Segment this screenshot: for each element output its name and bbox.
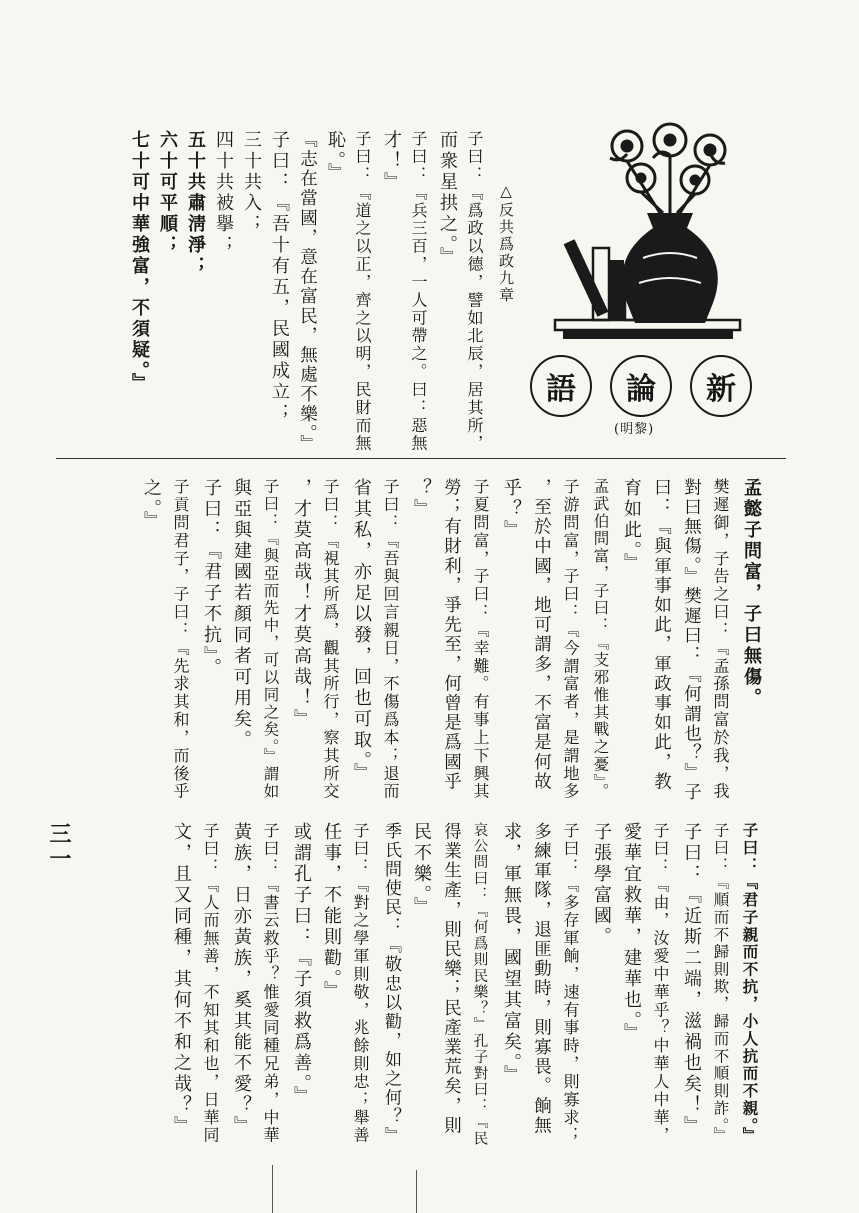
text-column: 子曰：『多存軍餉，速有事時，則寡求；: [561, 822, 580, 1145]
title-char-2: 論: [610, 355, 672, 417]
text-column: 育如此。』: [621, 478, 642, 574]
text-column: 子曰：『兵三百，一人可帶之。曰：惡無: [409, 130, 428, 453]
text-column: 子游問富，子曰：『今謂富者，是謂地多: [561, 478, 580, 801]
text-column: 五十共肅淸淨；: [185, 130, 206, 277]
text-column: 或謂孔子曰：『子須救爲善。』: [291, 822, 312, 1107]
text-column: 子曰：『吾與回言親日，不傷爲本；退而: [381, 478, 400, 801]
text-column: 孟武伯問富，子曰：『支邪惟其戰之憂』。: [591, 478, 610, 801]
text-column: 得業生產，則民樂；民產業荒矣，則: [441, 822, 462, 1136]
text-column: 子曰：『爲政以德，譬如北辰，居其所，: [465, 130, 484, 453]
section-subtitle: △反共爲政九章: [497, 182, 515, 304]
text-column: 子曰：『君子親而不抗，小人抗而不親。』: [740, 822, 760, 1145]
text-column: ，才莫高哉！才莫高哉！』: [291, 478, 312, 730]
text-column: 子曰：『吾十有五，民國成立；: [269, 130, 290, 424]
text-column: 任事，不能則勸。』: [321, 822, 342, 1002]
text-column: 哀公問曰：『何爲則民樂？』孔子對曰：『民: [471, 822, 488, 1147]
text-column: 孟懿子問富，子曰無傷。: [741, 478, 762, 709]
section-divider: [56, 458, 786, 459]
text-column: 子貢問君子，子曰：『先求其和，而後乎: [171, 478, 190, 801]
text-column: 三十共入；: [241, 130, 262, 235]
text-column: 『志在當國，意在富民，無處不樂。』: [297, 130, 318, 455]
text-column: 子夏問富，子曰：『幸難。有事上下興其: [471, 478, 490, 801]
text-column: 七十可中華強富，不須疑。』: [129, 130, 150, 394]
text-column: 對曰無傷。』樊遲曰：『何謂也？』子: [681, 478, 702, 803]
text-column: 才！』: [381, 130, 402, 193]
text-column: ，至於中國，地可謂多，不富是何故: [531, 478, 552, 792]
text-column: 黃族，日亦黃族，奚其能不愛？』: [231, 822, 252, 1137]
fold-mark: [416, 1170, 417, 1213]
text-column: 四十共被擧；: [213, 130, 234, 256]
text-column: 子曰：『由，汝愛中華乎？中華人中華，: [651, 822, 670, 1145]
fold-mark: [272, 1165, 273, 1213]
text-column: 與亞與建國若顏同者可用矣。: [231, 478, 252, 751]
text-column: 子曰：『近斯二端，滋禍也矣！』: [681, 822, 702, 1137]
text-column: 子曰：『道之以正，齊之以明，民財而無: [353, 130, 372, 453]
text-column: 省其私，亦足以發，回也可取。』: [351, 478, 372, 784]
text-column: 子曰：『人而無善，不知其和也，日華同: [201, 822, 220, 1145]
text-column: 六十可平順；: [157, 130, 178, 256]
text-column: 文，且又同種，其何不和之哉？』: [171, 822, 192, 1137]
text-column: 樊遲御，子告之曰：『孟孫問富於我，我: [711, 478, 730, 801]
text-column: 多練軍隊，退匪動時，則寡畏。餉無: [531, 822, 552, 1136]
text-column: ？』: [411, 478, 432, 520]
text-column: 恥。』: [325, 130, 346, 184]
text-column: 勞；有財利，爭先至，何曾是爲國乎: [441, 478, 462, 792]
text-column: 愛華宜救華，建華也。』: [621, 822, 642, 1044]
text-column: 民不樂。』: [411, 822, 432, 918]
title-char-1: 新: [690, 355, 752, 417]
text-column: 子張學富國。: [591, 822, 612, 948]
text-column: 而衆星拱之。』: [437, 130, 458, 268]
text-column: 子曰：『與亞而先中，可以同之矣。』謂如: [261, 478, 280, 801]
author-name: (明黎): [614, 422, 655, 437]
text-column: 之。』: [141, 478, 162, 532]
text-column: 季氏問使民：『敬忠以勸，如之何？』: [381, 822, 401, 1146]
title-char-3: 語: [530, 355, 592, 417]
page-number: 三一: [46, 822, 72, 872]
text-column: 子曰：『視其所爲，觀其所行，察其所交: [321, 478, 340, 801]
text-column: 子曰：『對之學軍則敬，兆餘則忠；舉善: [351, 822, 370, 1145]
text-column: 子曰：『順而不歸則欺，歸而不順則詐。』: [711, 822, 730, 1145]
text-column: 子曰：『君子不抗』。: [201, 478, 222, 679]
text-column: 求，軍無畏，國望其富矣。』: [501, 822, 522, 1086]
vase-flowers-illustration: [535, 118, 765, 348]
text-column: 曰：『與軍事如此，軍政事如此，教: [651, 478, 672, 792]
text-column: 子曰：『書云救乎？惟愛同種兄弟，中華: [261, 822, 280, 1145]
text-column: 乎？』: [501, 478, 522, 541]
